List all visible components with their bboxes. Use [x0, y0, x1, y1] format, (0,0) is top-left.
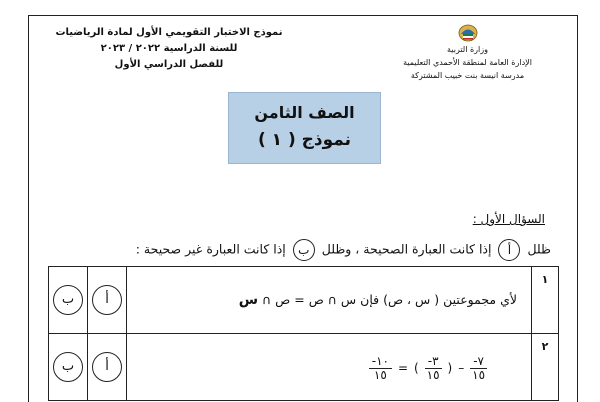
- school-name: مدرسة انيسة بنت خبيب المشتركة: [410, 71, 525, 80]
- paren-open: (: [414, 361, 419, 375]
- fraction-numerator: -٣: [425, 355, 442, 369]
- minus-sign: –: [458, 361, 465, 375]
- option-a-cell: [88, 267, 127, 334]
- option-b-cell: [49, 334, 88, 401]
- item-number: ١: [532, 267, 559, 334]
- exam-info-header: [49, 25, 289, 73]
- fraction-denominator: ١٥: [426, 367, 440, 382]
- academic-year: للسنة الدراسية ٢٠٢٢ / ٢٠٢٣: [100, 43, 238, 54]
- equals-sign: =: [397, 361, 409, 375]
- option-b-cell: [49, 267, 88, 334]
- instruction-text-3: إذا كانت العبارة غير صحيحة :: [135, 241, 286, 257]
- option-a-button[interactable]: أ: [92, 285, 122, 315]
- instruction-text-2: إذا كانت العبارة الصحيحة ، وظلل: [321, 241, 492, 257]
- question-heading: السؤال الأول :: [472, 212, 545, 226]
- item-number: ٢: [532, 334, 559, 401]
- statement-text-tail: س: [238, 292, 259, 308]
- grade-title-box: [228, 92, 381, 164]
- fraction-numerator: -٧: [470, 355, 487, 369]
- model-label: نموذج ( ١ ): [257, 130, 352, 150]
- fraction-denominator: ١٥: [373, 367, 387, 382]
- exam-title: نموذج الاختبار التقويمي الأول لمادة الرياضيات: [55, 27, 283, 38]
- kuwait-emblem-icon: [457, 22, 479, 42]
- grade-label: الصف الثامن: [254, 103, 355, 122]
- fraction-result: [369, 355, 392, 382]
- circle-option-b-sample: ب: [293, 239, 315, 261]
- statement-text: لأي مجموعتين ( س ، ص) فإن س ∩ ص = ص ∩: [262, 292, 517, 307]
- fraction-first: [470, 355, 487, 382]
- circle-option-a-sample: أ: [498, 239, 520, 261]
- questions-table: [48, 266, 559, 401]
- paren-close: ): [447, 361, 453, 375]
- option-a-cell: [88, 334, 127, 401]
- fraction-denominator: ١٥: [472, 367, 486, 382]
- question-instruction: [71, 239, 551, 261]
- table-row: [49, 267, 559, 334]
- fraction-numerator: -١٠: [369, 355, 392, 369]
- instruction-text-1: ظلل: [527, 241, 551, 257]
- option-b-button[interactable]: ب: [53, 285, 83, 315]
- semester: للفصل الدراسي الأول: [114, 59, 224, 70]
- option-a-button[interactable]: أ: [92, 352, 122, 382]
- district-name: الإدارة العامة لمنطقة الأحمدي التعليمية: [403, 58, 532, 67]
- fraction-expression: [369, 355, 487, 382]
- fraction-second: [425, 355, 442, 382]
- ministry-header: [380, 22, 555, 82]
- ministry-name: وزارة التربية: [447, 45, 488, 54]
- option-b-button[interactable]: ب: [53, 352, 83, 382]
- table-row: [49, 334, 559, 401]
- statement-cell: [127, 334, 532, 401]
- statement-cell: [127, 267, 532, 334]
